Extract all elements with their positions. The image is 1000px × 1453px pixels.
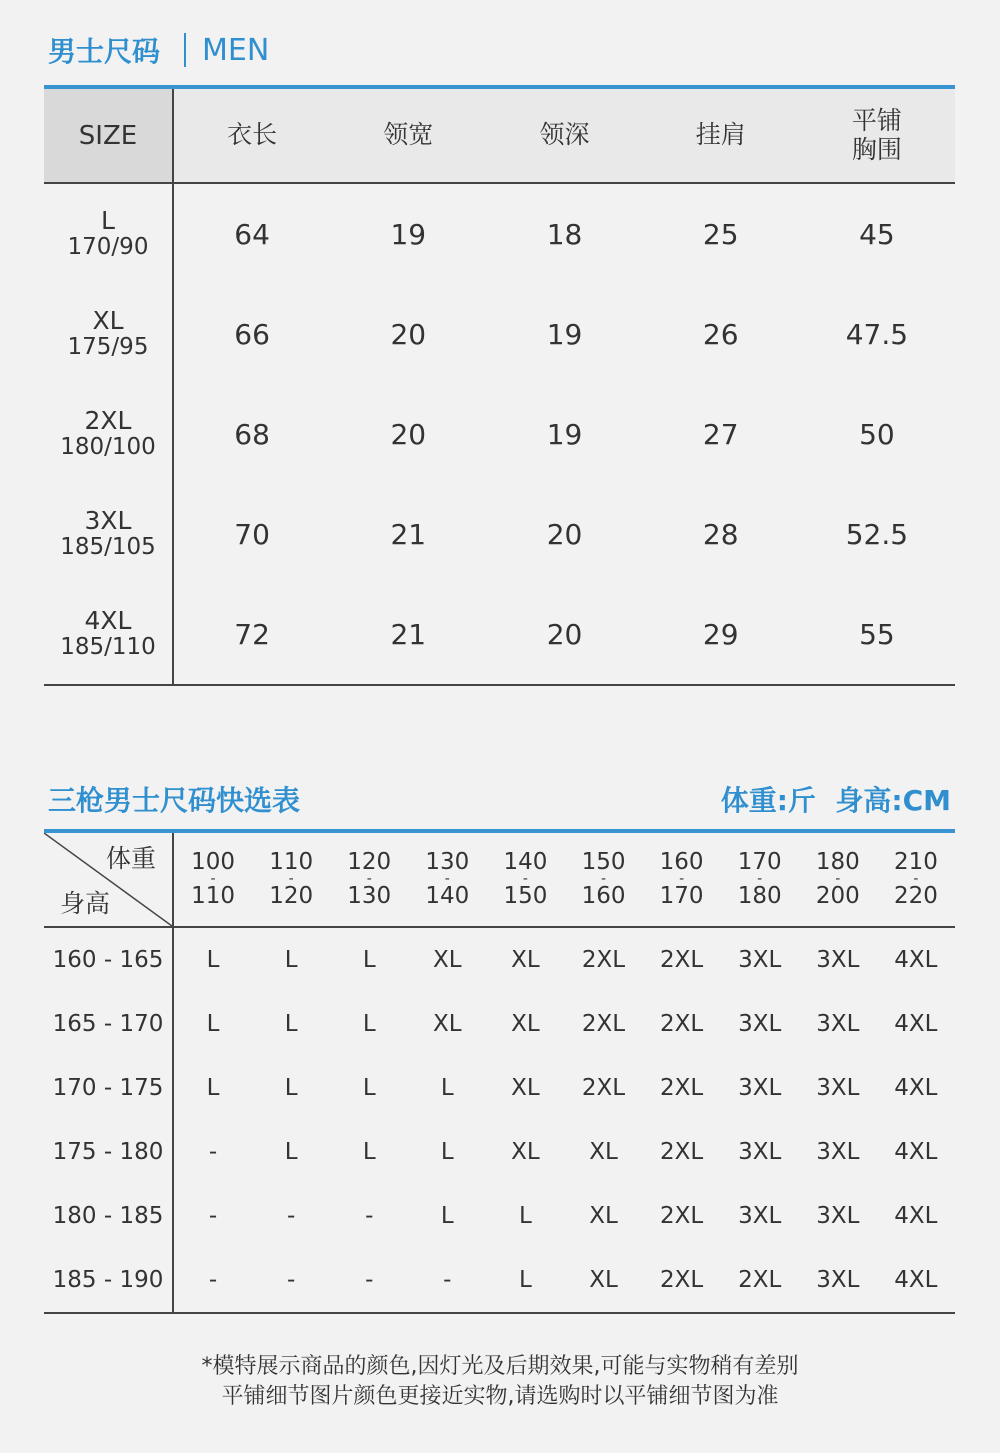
size-recommendation-cell: 2XL bbox=[660, 1203, 704, 1229]
weight-range-dash: - bbox=[288, 871, 294, 888]
weight-range-max: 140 bbox=[425, 882, 470, 909]
size-recommendation-cell: L bbox=[284, 1139, 298, 1165]
size-name: 2XL bbox=[84, 405, 132, 435]
size-recommendation-cell: L bbox=[206, 947, 220, 973]
size-recommendation-cell: - bbox=[208, 1139, 218, 1165]
size-recommendation-cell: 4XL bbox=[894, 1011, 938, 1037]
size-recommendation-cell: XL bbox=[511, 1075, 540, 1101]
measurement-cell: 29 bbox=[702, 617, 739, 651]
size-recommendation-cell: XL bbox=[433, 947, 462, 973]
size-name: L bbox=[101, 205, 115, 235]
weight-range-header bbox=[486, 833, 564, 926]
size-recommendation-cell: L bbox=[519, 1203, 532, 1229]
height-range-cell: 175 - 180 bbox=[44, 1120, 174, 1184]
weight-range-min: 180 bbox=[815, 849, 860, 875]
weight-range-dash: - bbox=[366, 871, 372, 888]
size-recommendation-cell: 3XL bbox=[738, 1203, 782, 1229]
note-line-1: *模特展示商品的颜色,因灯光及后期效果,可能与实物稍有差别 bbox=[201, 1354, 799, 1379]
size-recommendation-cell: 2XL bbox=[660, 1267, 704, 1293]
size-recommendation-cell: - bbox=[365, 1267, 374, 1293]
weight-range-min: 140 bbox=[503, 849, 548, 875]
quick-row bbox=[44, 928, 955, 992]
measurement-cell: 45 bbox=[859, 217, 895, 251]
size-row bbox=[44, 184, 955, 284]
size-name: XL bbox=[92, 305, 124, 335]
size-recommendation-cell: 2XL bbox=[660, 1011, 704, 1037]
size-recommendation-cell: 3XL bbox=[738, 947, 782, 973]
measurement-cell: 72 bbox=[234, 617, 270, 651]
measurement-cell: 21 bbox=[390, 617, 427, 651]
quick-table-header bbox=[44, 833, 955, 928]
size-recommendation-cell: - bbox=[208, 1267, 218, 1293]
size-recommendation-cell: 2XL bbox=[581, 1075, 626, 1101]
size-recommendation-cell: - bbox=[365, 1203, 374, 1229]
measurement-cell: 64 bbox=[234, 217, 270, 251]
size-recommendation-cell: 3XL bbox=[816, 1011, 860, 1037]
measurement-cell: 20 bbox=[546, 617, 583, 651]
size-recommendation-cell: L bbox=[284, 1011, 298, 1037]
size-recommendation-cell: L bbox=[206, 1075, 220, 1101]
size-row bbox=[44, 384, 955, 484]
size-recommendation-cell: 3XL bbox=[738, 1075, 782, 1101]
size-body-measure: 175/95 bbox=[67, 333, 149, 360]
measurement-cell: 66 bbox=[234, 317, 270, 351]
measurement-cell: 20 bbox=[546, 517, 583, 551]
size-name: 3XL bbox=[84, 505, 132, 535]
size-body-measure: 170/90 bbox=[67, 233, 149, 260]
size-recommendation-cell: - bbox=[208, 1203, 218, 1229]
measurement-cell: 47.5 bbox=[845, 317, 909, 351]
size-recommendation-cell: L bbox=[206, 1011, 220, 1037]
weight-range-max: 160 bbox=[581, 882, 626, 909]
corner-cell bbox=[44, 833, 174, 926]
measurement-cell: 55 bbox=[859, 617, 895, 651]
quick-row bbox=[44, 1120, 955, 1184]
collar-width-column-header: 领宽 bbox=[383, 120, 434, 150]
size-recommendation-cell: L bbox=[440, 1203, 454, 1229]
size-recommendation-cell: 4XL bbox=[894, 1075, 938, 1101]
measurement-cell: 20 bbox=[390, 417, 427, 451]
size-recommendation-cell: XL bbox=[511, 1139, 540, 1165]
weight-range-header bbox=[564, 833, 642, 926]
weight-range-dash: - bbox=[522, 871, 528, 888]
measurement-cell: 52.5 bbox=[845, 517, 909, 551]
weight-range-dash: - bbox=[600, 871, 607, 888]
weight-range-dash: - bbox=[210, 871, 216, 888]
weight-range-max: 130 bbox=[347, 882, 392, 909]
size-cell bbox=[44, 184, 174, 284]
measurement-cell: 28 bbox=[702, 517, 739, 551]
weight-range-header bbox=[252, 833, 330, 926]
measurement-cell: 21 bbox=[390, 517, 427, 551]
weight-range-dash: - bbox=[835, 871, 841, 888]
size-recommendation-cell: XL bbox=[511, 1011, 540, 1037]
size-recommendation-cell: L bbox=[362, 1139, 376, 1165]
size-recommendation-cell: 3XL bbox=[816, 1267, 860, 1293]
height-range-cell: 185 - 190 bbox=[44, 1248, 174, 1312]
size-recommendation-cell: 3XL bbox=[816, 1075, 860, 1101]
corner-weight-label: 体重 bbox=[105, 844, 156, 873]
weight-range-dash: - bbox=[679, 871, 685, 888]
size-recommendation-cell: - bbox=[443, 1267, 452, 1293]
size-cell bbox=[44, 284, 174, 384]
weight-range-max: 220 bbox=[893, 882, 938, 909]
size-recommendation-cell: L bbox=[440, 1139, 454, 1165]
size-recommendation-cell: 3XL bbox=[816, 947, 860, 973]
men-size-title-cn: 男士尺码 bbox=[48, 35, 161, 68]
weight-range-header bbox=[799, 833, 877, 926]
weight-range-max: 120 bbox=[269, 882, 314, 909]
size-recommendation-cell: 3XL bbox=[738, 1139, 782, 1165]
quick-select-table bbox=[44, 829, 955, 1314]
size-row bbox=[44, 484, 955, 584]
size-body-measure: 185/110 bbox=[60, 633, 156, 660]
weight-range-min: 170 bbox=[737, 849, 782, 875]
height-range-cell: 160 - 165 bbox=[44, 928, 174, 992]
size-recommendation-cell: L bbox=[440, 1075, 454, 1101]
size-cell bbox=[44, 484, 174, 584]
measurement-cell: 26 bbox=[702, 317, 739, 351]
quick-select-title bbox=[48, 778, 951, 820]
size-body-measure: 185/105 bbox=[60, 533, 156, 560]
size-recommendation-cell: L bbox=[362, 1011, 376, 1037]
quick-row bbox=[44, 1248, 955, 1312]
size-table-header bbox=[44, 89, 955, 184]
weight-range-min: 150 bbox=[581, 849, 626, 875]
size-recommendation-cell: L bbox=[519, 1267, 532, 1293]
measurement-cell: 68 bbox=[234, 417, 270, 451]
measurement-cell: 70 bbox=[234, 517, 270, 551]
weight-range-min: 100 bbox=[191, 849, 235, 875]
measurement-cell: 27 bbox=[702, 417, 739, 451]
quick-row bbox=[44, 1184, 955, 1248]
size-recommendation-cell: L bbox=[284, 947, 298, 973]
units-label: 体重:斤 身高:CM bbox=[720, 784, 951, 817]
quick-row bbox=[44, 1056, 955, 1120]
weight-range-header bbox=[174, 833, 252, 926]
size-recommendation-cell: XL bbox=[589, 1203, 618, 1229]
size-row bbox=[44, 584, 955, 684]
weight-range-max: 180 bbox=[737, 882, 782, 909]
weight-range-dash: - bbox=[444, 871, 450, 888]
corner-height-label: 身高 bbox=[60, 889, 111, 918]
size-column-header: SIZE bbox=[44, 89, 174, 182]
chest-header-text: 平铺 胸围 bbox=[851, 105, 902, 164]
size-name: 4XL bbox=[84, 605, 132, 635]
collar-depth-column-header: 领深 bbox=[539, 120, 590, 150]
weight-range-min: 160 bbox=[659, 849, 704, 875]
size-cell bbox=[44, 384, 174, 484]
measurement-cell: 18 bbox=[546, 217, 583, 251]
size-body-measure: 180/100 bbox=[60, 433, 156, 460]
size-recommendation-cell: L bbox=[284, 1075, 298, 1101]
measurement-cell: 25 bbox=[702, 217, 739, 251]
height-range-cell: 180 - 185 bbox=[44, 1184, 174, 1248]
size-recommendation-cell: XL bbox=[433, 1011, 462, 1037]
size-table bbox=[44, 85, 955, 686]
size-row bbox=[44, 284, 955, 384]
measurement-cell: 19 bbox=[390, 217, 427, 251]
weight-range-min: 210 bbox=[893, 849, 938, 875]
size-recommendation-cell: L bbox=[362, 947, 376, 973]
quick-table-body bbox=[44, 928, 955, 1312]
size-table-body bbox=[44, 184, 955, 684]
quick-select-title-left: 三枪男士尺码快选表 bbox=[48, 784, 301, 817]
weight-range-min: 120 bbox=[347, 849, 392, 875]
weight-range-max: 170 bbox=[659, 882, 704, 909]
size-recommendation-cell: - bbox=[286, 1267, 296, 1293]
weight-range-max: 200 bbox=[815, 882, 860, 909]
weight-range-header bbox=[877, 833, 955, 926]
size-recommendation-cell: 4XL bbox=[894, 1139, 938, 1165]
weight-range-header bbox=[330, 833, 408, 926]
weight-range-max: 150 bbox=[503, 882, 548, 909]
measurement-cell: 20 bbox=[390, 317, 427, 351]
size-recommendation-cell: XL bbox=[511, 947, 540, 973]
height-range-cell: 165 - 170 bbox=[44, 992, 174, 1056]
size-recommendation-cell: 2XL bbox=[660, 1139, 704, 1165]
size-recommendation-cell: 4XL bbox=[894, 1203, 938, 1229]
weight-range-min: 130 bbox=[425, 849, 470, 875]
size-recommendation-cell: 2XL bbox=[660, 947, 704, 973]
chest-column-header bbox=[799, 89, 955, 182]
weight-range-max: 110 bbox=[191, 882, 235, 909]
weight-range-dash: - bbox=[913, 871, 919, 888]
weight-range-min: 110 bbox=[269, 849, 314, 875]
quick-row bbox=[44, 992, 955, 1056]
measurement-cell: 19 bbox=[546, 417, 583, 451]
size-recommendation-cell: 2XL bbox=[581, 947, 626, 973]
length-column-header: 衣长 bbox=[227, 120, 278, 150]
size-recommendation-cell: 3XL bbox=[816, 1203, 860, 1229]
weight-range-dash: - bbox=[757, 871, 763, 888]
size-recommendation-cell: 4XL bbox=[894, 947, 938, 973]
title-separator bbox=[184, 33, 186, 67]
measurement-cell: 19 bbox=[546, 317, 583, 351]
men-size-title-en: MEN bbox=[202, 32, 270, 68]
armhole-column-header: 挂肩 bbox=[695, 120, 746, 150]
size-recommendation-cell: 3XL bbox=[738, 1011, 782, 1037]
size-recommendation-cell: XL bbox=[589, 1139, 618, 1165]
size-recommendation-cell: 2XL bbox=[581, 1011, 626, 1037]
size-recommendation-cell: XL bbox=[589, 1267, 618, 1293]
weight-range-header bbox=[643, 833, 721, 926]
men-size-title bbox=[48, 28, 269, 72]
height-range-cell: 170 - 175 bbox=[44, 1056, 174, 1120]
weight-range-header bbox=[721, 833, 799, 926]
note-line-2: 平铺细节图片颜色更接近实物,请选购时以平铺细节图为准 bbox=[221, 1384, 779, 1409]
disclaimer-note bbox=[0, 1352, 1000, 1412]
size-recommendation-cell: 4XL bbox=[894, 1267, 938, 1293]
size-cell bbox=[44, 584, 174, 684]
size-recommendation-cell: 2XL bbox=[738, 1267, 782, 1293]
size-recommendation-cell: 2XL bbox=[660, 1075, 704, 1101]
size-recommendation-cell: - bbox=[286, 1203, 296, 1229]
measurement-cell: 50 bbox=[859, 417, 895, 451]
corner-diagonal bbox=[44, 833, 172, 926]
size-recommendation-cell: 3XL bbox=[816, 1139, 860, 1165]
size-recommendation-cell: L bbox=[362, 1075, 376, 1101]
weight-range-header bbox=[408, 833, 486, 926]
